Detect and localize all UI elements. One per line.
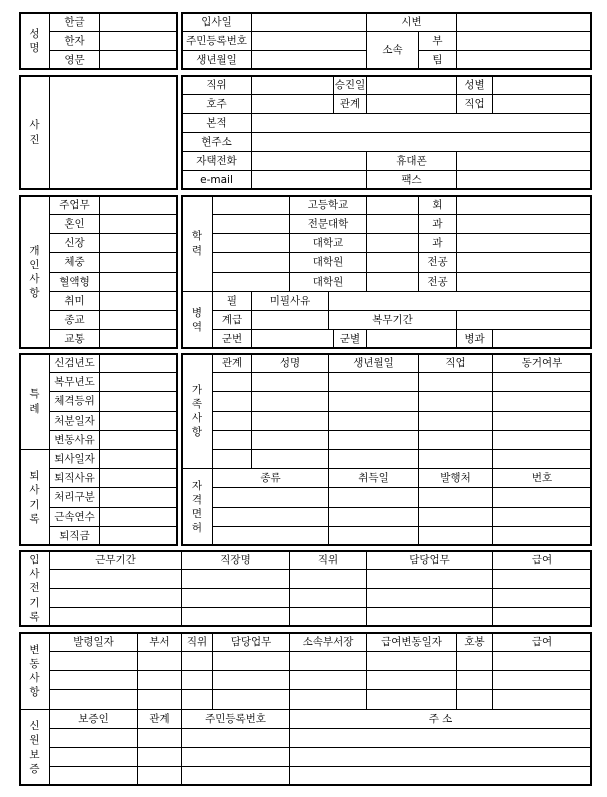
guarantor-header-cell-label: 주민등록번호 [205, 712, 266, 725]
personal-row-label-label: 교통 [64, 332, 85, 345]
personal-row-label-label: 혼인 [64, 217, 85, 230]
team-label-label: 팀 [432, 53, 443, 66]
occupation-label-label: 직업 [464, 97, 485, 110]
name-row-label-label: 한글 [64, 15, 85, 28]
fax-label-label: 팩스 [401, 173, 422, 186]
education-school-label-label: 대학원 [312, 256, 344, 269]
education-military-block-border [181, 195, 592, 349]
personal-row-label-label: 주업무 [59, 198, 90, 211]
rank-label-label: 계급 [221, 313, 243, 326]
special-title-label: 특례 [29, 388, 40, 415]
prior-career-header-cell-label: 근무기간 [95, 553, 136, 566]
household-head-label-label: 호주 [206, 97, 227, 110]
home-phone-label-label: 자택전화 [196, 154, 237, 167]
prior-career-header-cell-label: 급여 [531, 553, 553, 566]
guarantor-header-cell-label: 보증인 [78, 712, 109, 725]
family-header-cell-label: 관계 [221, 356, 243, 369]
gender-label-label: 성별 [464, 78, 485, 91]
personal-row-label-label: 혈액형 [59, 275, 90, 288]
mobile-label-label: 휴대폰 [396, 154, 427, 167]
license-title-label: 자격면허 [191, 479, 203, 535]
education-school-label-label: 대학교 [312, 236, 344, 249]
special-row-label-label: 체격등위 [54, 395, 95, 408]
email-label-label: e-mail [200, 173, 233, 186]
personal-title-label: 개인사항 [29, 244, 40, 300]
changes-title-label: 변동사항 [29, 643, 40, 699]
birth-date-label-label: 생년월일 [196, 53, 237, 66]
family-title-label: 가족사항 [191, 383, 203, 439]
changes-header-cell-label: 급여 [531, 635, 553, 648]
education-school-label-label: 고등학교 [307, 198, 349, 211]
license-header-cell-label: 취득일 [358, 471, 389, 484]
family-header-cell-label: 직업 [445, 356, 466, 369]
family-header-cell-label: 성명 [279, 356, 301, 369]
specialty-label-label: 병과 [464, 332, 485, 345]
photo-block-border [19, 75, 178, 190]
dept-label-label: 부 [432, 34, 443, 47]
changes-header-cell-label: 발령일자 [73, 635, 114, 648]
retirement-row-label-label: 처리구분 [54, 491, 95, 504]
military-branch-label-label: 군별 [339, 332, 361, 345]
family-header-cell-label: 동거여부 [521, 356, 563, 369]
special-row-label-label: 신검년도 [54, 356, 95, 369]
changes-header-cell-label: 소속부서장 [302, 635, 354, 648]
military-completed-label-label: 필 [226, 294, 238, 307]
relation-label-label: 관계 [339, 97, 361, 110]
family-license-block-border [181, 353, 592, 546]
prior-career-block-border [19, 550, 592, 627]
special-row-label-label: 변동사유 [54, 433, 95, 446]
changes-header-cell-label: 부서 [149, 635, 170, 648]
prior-career-header-cell-label: 직위 [317, 553, 339, 566]
name-block-border [19, 12, 178, 70]
personal-row-label-label: 신장 [64, 236, 85, 249]
name-right-block-border [181, 12, 592, 70]
retirement-row-label-label: 퇴사일자 [54, 452, 95, 465]
position-label-label: 직위 [206, 78, 227, 91]
education-suffix-label-label: 과 [432, 217, 443, 230]
education-suffix-label-label: 회 [432, 198, 443, 211]
guarantor-title-label: 신원보증 [29, 720, 40, 775]
prior-career-header-cell-label: 직장명 [220, 553, 251, 566]
changes-header-cell-label: 담당업무 [230, 635, 272, 648]
promotion-date-label-label: 승진일 [334, 78, 366, 91]
military-title-label: 병역 [191, 306, 203, 333]
education-school-label-label: 대학원 [312, 275, 344, 288]
education-suffix-label-label: 전공 [427, 275, 448, 288]
prior-career-header-cell-label: 담당업무 [409, 553, 450, 566]
photo-title-label: 사진 [29, 119, 40, 146]
changes-header-cell-label: 급여변동일자 [381, 635, 442, 648]
license-header-cell-label: 발행처 [440, 471, 471, 484]
personal-row-label-label: 취미 [64, 294, 85, 307]
personal-block-border [19, 195, 178, 349]
education-suffix-label-label: 전공 [427, 256, 448, 269]
contact-block-border [181, 75, 592, 190]
join-date-label-label: 입사일 [201, 15, 232, 28]
retirement-title-label: 퇴사기록 [29, 470, 40, 525]
special-row-label-label: 복무년도 [54, 375, 95, 388]
special-row-label-label: 처분일자 [54, 414, 95, 427]
education-school-label-label: 전문대학 [307, 217, 349, 230]
retirement-row-label-label: 퇴직사유 [54, 471, 95, 484]
service-period-label-label: 복무기간 [372, 313, 413, 326]
domicile-label-label: 본적 [206, 116, 227, 129]
branch-label-label: 시변 [401, 15, 422, 28]
personal-row-label-label: 체중 [64, 256, 85, 269]
changes-header-cell-label: 직위 [186, 635, 208, 648]
license-header-cell-label: 번호 [531, 471, 553, 484]
service-no-label-label: 군번 [221, 332, 243, 345]
guarantor-header-cell-label: 주 소 [428, 712, 453, 725]
resident-no-label-label: 주민등록번호 [186, 34, 247, 47]
name-row-label-label: 영문 [64, 53, 85, 66]
prior-career-title-label: 입사전기록 [29, 554, 40, 623]
name-row-label-label: 한자 [64, 34, 85, 47]
retirement-row-label-label: 근속연수 [54, 510, 95, 523]
retirement-row-label-label: 퇴직금 [59, 529, 90, 542]
education-suffix-label-label: 과 [432, 236, 443, 249]
guarantor-header-cell-label: 관계 [149, 712, 170, 725]
family-header-cell-label: 생년월일 [353, 356, 394, 369]
exemption-reason-label-label: 미필사유 [269, 294, 311, 307]
license-header-cell-label: 종류 [260, 471, 281, 484]
name-title-label: 성명 [29, 27, 40, 54]
personal-row-label-label: 종교 [64, 313, 85, 326]
affiliation-label-label: 소속 [382, 44, 403, 57]
changes-guarantor-block-border [19, 632, 592, 786]
address-label-label: 현주소 [201, 135, 232, 148]
education-title-label: 학력 [191, 230, 203, 257]
changes-header-cell-label: 호봉 [464, 635, 485, 648]
special-retirement-block-border [19, 353, 178, 546]
